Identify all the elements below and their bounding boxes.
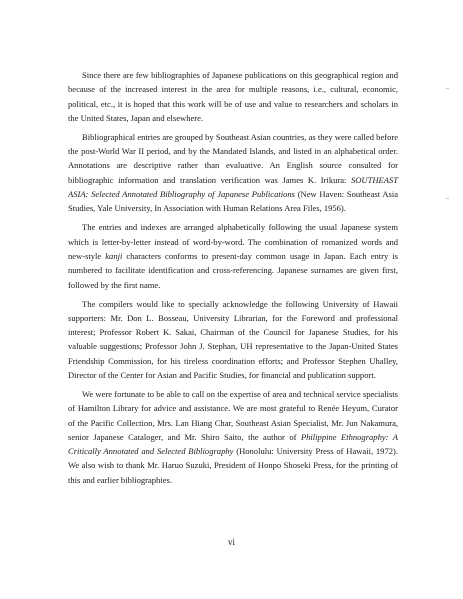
italic-term: kanji [105, 250, 123, 261]
paragraph-thanks [68, 387, 398, 487]
paragraph-text: The compilers would like to specially acknowledge the following University of Hawaii supporters: Mr. Don L. Bosseau, University Librarian, for the Foreword and professional interest; Professor Robert K. Sakai, Chairman of the Council for Japanese Studies, for his valuable suggestions; Professor John J. Stephan, UH representative to the Japan-United States Friendship Commission, for his tireless coordination efforts; and Professor Stephen Uhalley, Director of the Center for Asian and Pacific Studies, for financial and publication support. [68, 298, 398, 380]
scan-edge-mark [446, 198, 449, 199]
paragraph-text: Since there are few bibliographies of Japanese publications on this geographical region and because of the increased interest in the area for multiple reasons, i.e., cultural, economic, political, etc., it is hoped that this work will be of use and value to researchers and scholars in the United States, Japan and elsewhere. [68, 70, 398, 123]
paragraph-text: We were fortunate to be able to call on the expertise of area and technical service specialists of Hamilton Library for advice and assistance. We are most grateful to Renée Heyum, Curator of the Pacific Collection, Mrs. Lan Hiang Char, Southeast Asian Specialist, Mr. Jun Nakamura, senior Japanese Cataloger, and Mr. Shiro Saito, the author of [68, 388, 398, 442]
italic-title: SOUTHEAST ASIA: Selected Annotated Bibliography of Japanese Publications [68, 174, 398, 200]
body-text [68, 68, 398, 492]
paragraph-text: (New Haven: Southeast Asia Studies, Yale University, In Association with Human Relations Area Files, 1956). [68, 189, 398, 214]
page-number: vi [227, 537, 235, 547]
paragraph-purpose [68, 68, 398, 125]
paragraph-arrangement [68, 130, 398, 216]
paragraph-indexing [68, 220, 398, 291]
paragraph-text: The entries and indexes are arranged alphabetically following the usual Japanese system which is letter-by-letter instead of word-by-word. The combination of romanized words and new-style [68, 222, 398, 261]
paragraph-text: characters conforms to present-day common usage in Japan. Each entry is numbered to facilitate identification and cross-referencing. Japanese surnames are given first, followed by the first name. [68, 250, 398, 290]
scan-edge-mark [446, 88, 449, 89]
paragraph-text: (Honolulu: University Press of Hawaii, 1972). We also wish to thank Mr. Haruo Suzuki, President of Honpo Shoseki Press, for the printing of this and earlier bibliographies. [68, 446, 398, 485]
italic-title: Philippine Ethnography: A Critically Annotated and Selected Bibliography [68, 431, 398, 457]
paragraph-acknowledgements [68, 297, 398, 383]
paragraph-text: Bibliographical entries are grouped by Southeast Asian countries, as they were called before the post-World War II period, and by the Mandated Islands, and listed in an alphabetical order. Annotations are descriptive rather than evaluative. An English source consulted for bibliographic information and translation verification was James K. Irikura: [68, 131, 398, 185]
